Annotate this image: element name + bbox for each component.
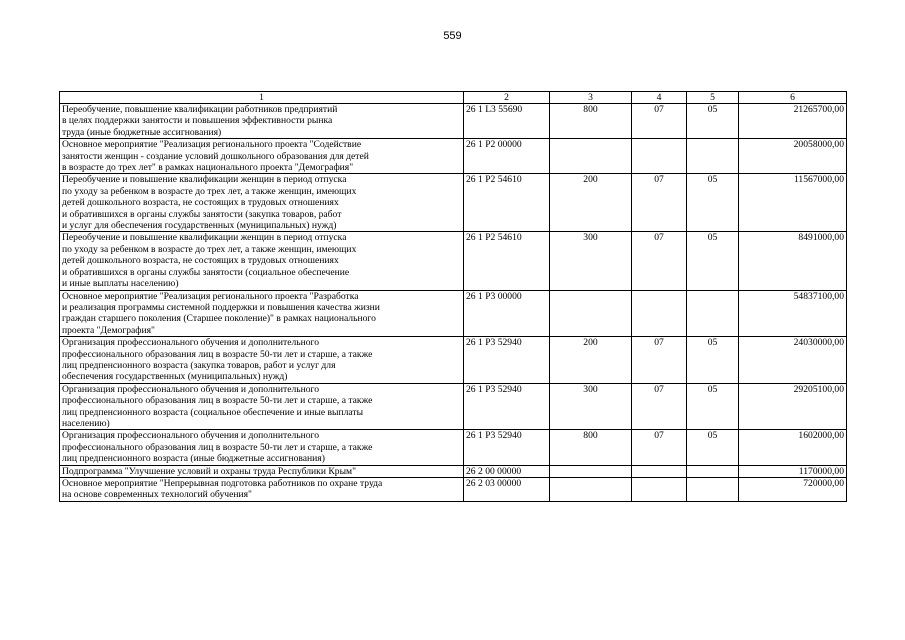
row-expense-type-cell: 300 — [550, 383, 632, 430]
row-code-cell: 26 1 L3 55690 — [464, 104, 550, 139]
row-expense-type-cell: 800 — [550, 104, 632, 139]
row-code-cell: 26 1 Р2 00000 — [464, 139, 550, 174]
table-row — [60, 478, 847, 502]
column-header-5: 5 — [687, 92, 739, 104]
page-number: 559 — [443, 30, 462, 42]
row-section-cell: 07 — [632, 174, 687, 232]
row-section-cell — [632, 465, 687, 477]
row-section-cell — [632, 139, 687, 174]
row-expense-type-cell — [550, 465, 632, 477]
row-subsection-cell — [687, 290, 739, 337]
row-expense-type-cell: 200 — [550, 337, 632, 384]
column-header-3: 3 — [550, 92, 632, 104]
row-section-cell — [632, 478, 687, 502]
row-amount-cell: 1170000,00 — [739, 465, 847, 477]
table-row — [60, 383, 847, 430]
row-name-cell: Переобучение, повышение квалификации работников предприятий в целях поддержки занятости и повышения эффективности рынка труда (иные бюджетные ассигнования) — [60, 104, 464, 139]
table-row — [60, 465, 847, 477]
row-code-cell: 26 1 Р3 00000 — [464, 290, 550, 337]
row-expense-type-cell — [550, 139, 632, 174]
table-row — [60, 232, 847, 290]
row-amount-cell: 21265700,00 — [739, 104, 847, 139]
row-code-cell: 26 2 00 00000 — [464, 465, 550, 477]
row-amount-cell: 54837100,00 — [739, 290, 847, 337]
row-subsection-cell — [687, 465, 739, 477]
row-amount-cell: 720000,00 — [739, 478, 847, 502]
row-name-cell: Подпрограмма "Улучшение условий и охраны труда Республики Крым" — [60, 465, 464, 477]
row-section-cell: 07 — [632, 383, 687, 430]
row-name-cell: Переобучение и повышение квалификации женщин в период отпуска по уходу за ребенком в возрасте до трех лет, а также женщин, имеющих детей дошкольного возраста, не состоящих в трудовых отношениях и обратившихся в органы службы занятости (закупка товаров, работ и услуг для обеспечения государственных (муниципальных) нужд) — [60, 174, 464, 232]
table-row — [60, 290, 847, 337]
row-section-cell: 07 — [632, 430, 687, 465]
row-amount-cell: 11567000,00 — [739, 174, 847, 232]
row-expense-type-cell: 200 — [550, 174, 632, 232]
row-expense-type-cell — [550, 290, 632, 337]
budget-table — [59, 91, 847, 502]
row-expense-type-cell: 800 — [550, 430, 632, 465]
table-row — [60, 139, 847, 174]
row-section-cell: 07 — [632, 104, 687, 139]
row-name-cell: Организация профессионального обучения и дополнительного профессионального образования лиц в возрасте 50-ти лет и старше, а также лиц предпенсионного возраста (закупка товаров, работ и услуг для обеспечения государственных (муниципальных) нужд) — [60, 337, 464, 384]
row-amount-cell: 1602000,00 — [739, 430, 847, 465]
table-row — [60, 104, 847, 139]
table-row — [60, 430, 847, 465]
row-code-cell: 26 2 03 00000 — [464, 478, 550, 502]
column-header-2: 2 — [464, 92, 550, 104]
table-row — [60, 174, 847, 232]
row-subsection-cell: 05 — [687, 174, 739, 232]
row-expense-type-cell — [550, 478, 632, 502]
row-name-cell: Основное мероприятие "Реализация регионального проекта "Разработка и реализация программы системной поддержки и повышения качества жизни граждан старшего поколения (Старшее поколение)" в рамках национального проекта "Демография" — [60, 290, 464, 337]
table-body — [60, 92, 847, 502]
row-name-cell: Переобучение и повышение квалификации женщин в период отпуска по уходу за ребенком в возрасте до трех лет, а также женщин, имеющих детей дошкольного возраста, не состоящих в трудовых отношениях и обратившихся в органы службы занятости (социальное обеспечение и иные выплаты населению) — [60, 232, 464, 290]
row-amount-cell: 24030000,00 — [739, 337, 847, 384]
row-amount-cell: 20058000,00 — [739, 139, 847, 174]
row-code-cell: 26 1 Р3 52940 — [464, 430, 550, 465]
table-header-row — [60, 92, 847, 104]
row-amount-cell: 29205100,00 — [739, 383, 847, 430]
row-code-cell: 26 1 Р3 52940 — [464, 337, 550, 384]
table-row — [60, 337, 847, 384]
row-subsection-cell: 05 — [687, 232, 739, 290]
row-code-cell: 26 1 Р2 54610 — [464, 232, 550, 290]
row-section-cell — [632, 290, 687, 337]
row-subsection-cell: 05 — [687, 383, 739, 430]
row-section-cell: 07 — [632, 337, 687, 384]
row-name-cell: Основное мероприятие "Реализация регионального проекта "Содействие занятости женщин - создание условий дошкольного образования для детей в возрасте до трех лет" в рамках национального проекта "Демография" — [60, 139, 464, 174]
row-name-cell: Организация профессионального обучения и дополнительного профессионального образования лиц в возрасте 50-ти лет и старше, а также лиц предпенсионного возраста (социальное обеспечение и иные выплаты населению) — [60, 383, 464, 430]
row-subsection-cell — [687, 139, 739, 174]
row-subsection-cell: 05 — [687, 104, 739, 139]
row-name-cell: Основное мероприятие "Непрерывная подготовка работников по охране труда на основе современных технологий обучения" — [60, 478, 464, 502]
row-subsection-cell: 05 — [687, 337, 739, 384]
row-expense-type-cell: 300 — [550, 232, 632, 290]
row-amount-cell: 8491000,00 — [739, 232, 847, 290]
column-header-1: 1 — [60, 92, 464, 104]
row-name-cell: Организация профессионального обучения и дополнительного профессионального образования лиц в возрасте 50-ти лет и старше, а также лиц предпенсионного возраста (иные бюджетные ассигнования) — [60, 430, 464, 465]
column-header-4: 4 — [632, 92, 687, 104]
row-section-cell: 07 — [632, 232, 687, 290]
row-subsection-cell — [687, 478, 739, 502]
row-code-cell: 26 1 Р3 52940 — [464, 383, 550, 430]
column-header-6: 6 — [739, 92, 847, 104]
row-code-cell: 26 1 Р2 54610 — [464, 174, 550, 232]
row-subsection-cell: 05 — [687, 430, 739, 465]
